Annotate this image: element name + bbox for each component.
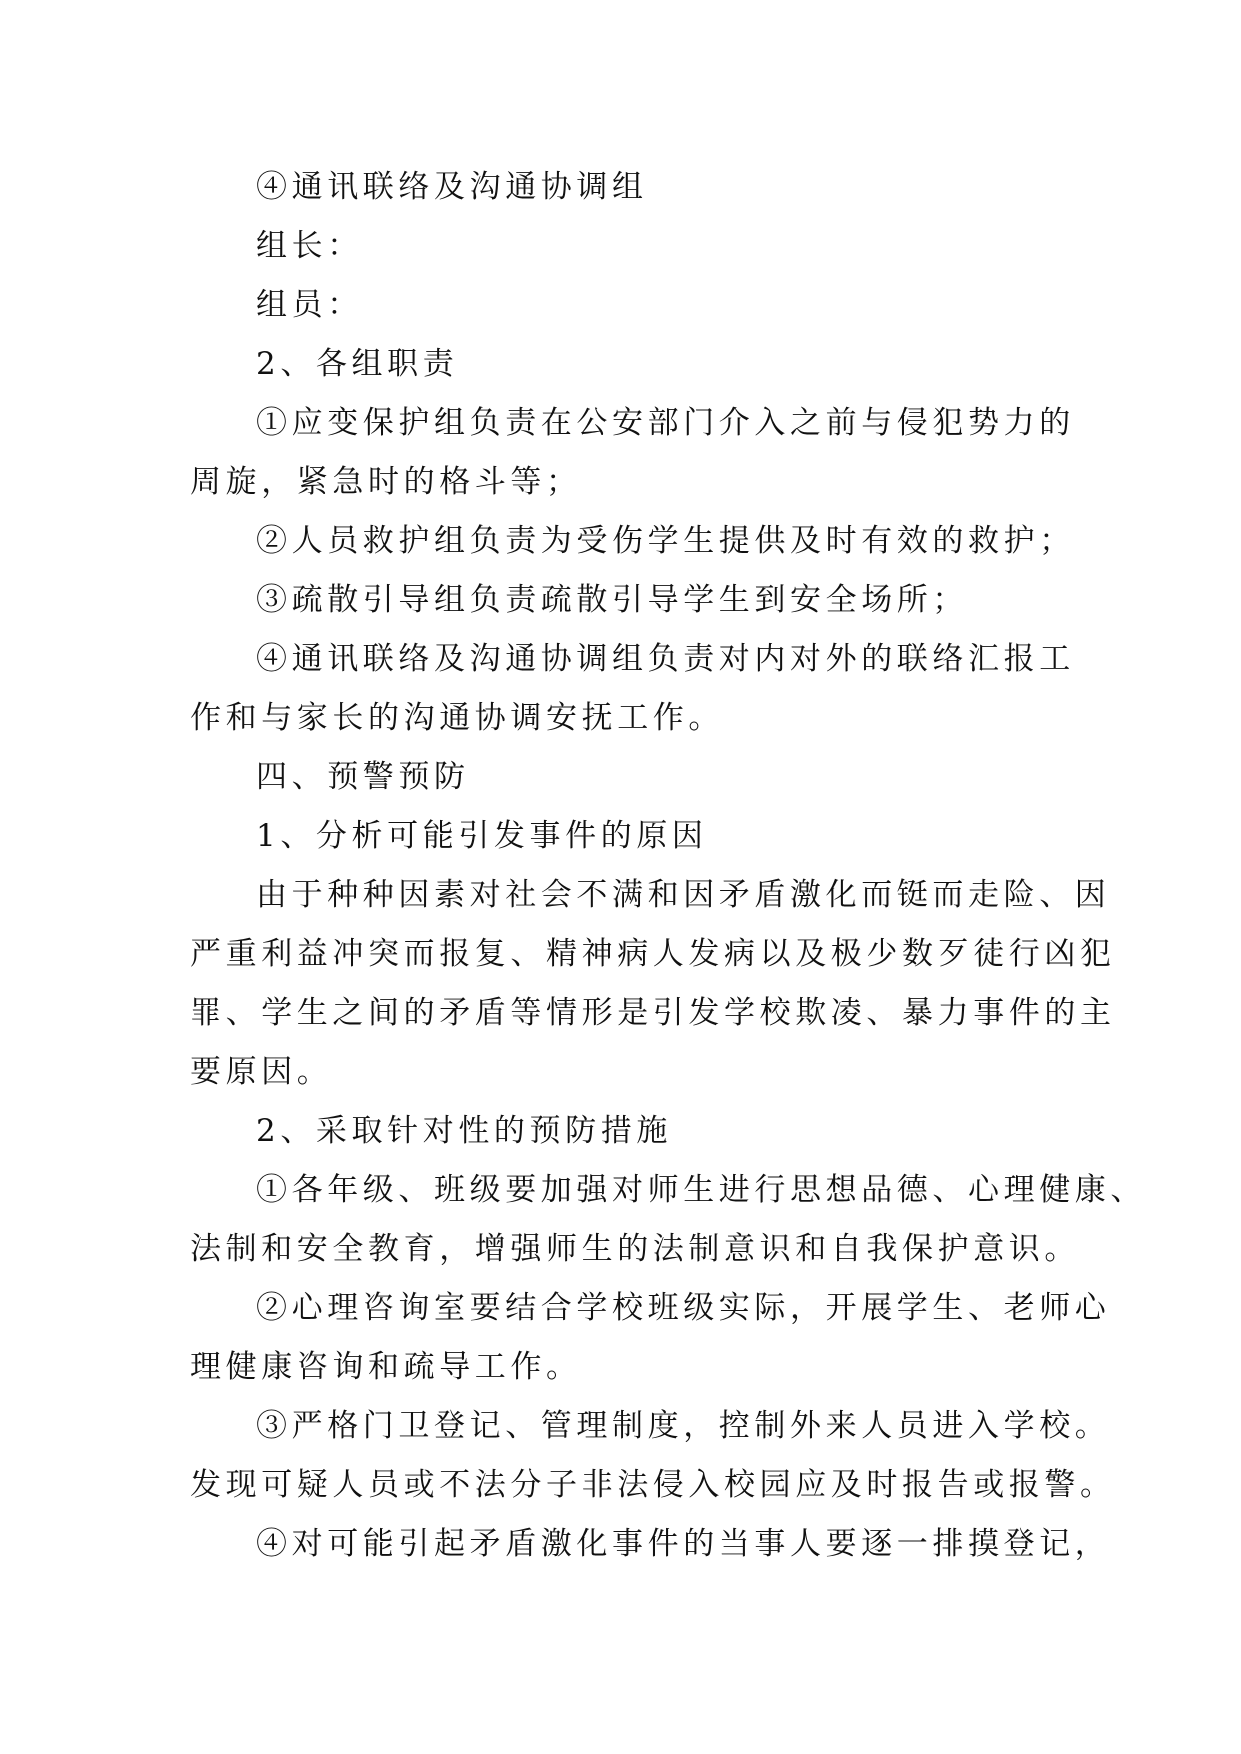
document-body — [190, 158, 1146, 1574]
text-line: 组长： — [256, 228, 363, 264]
section-heading: 2、各组职责 — [256, 346, 459, 382]
text-line: 发现可疑人员或不法分子非法侵入校园应及时报告或报警。 — [190, 1467, 1116, 1503]
text-line: ②心理咨询室要结合学校班级实际，开展学生、老师心 — [256, 1290, 1111, 1326]
text-line: ③严格门卫登记、管理制度，控制外来人员进入学校。 — [256, 1408, 1111, 1444]
text-line: ②人员救护组负责为受伤学生提供及时有效的救护； — [256, 523, 1075, 559]
section-heading: 四、预警预防 — [256, 759, 470, 795]
text-line: 法制和安全教育，增强师生的法制意识和自我保护意识。 — [190, 1231, 1080, 1267]
text-line: 理健康咨询和疏导工作。 — [190, 1349, 582, 1385]
text-line: ①各年级、班级要加强对师生进行思想品德、心理健康、 — [256, 1172, 1146, 1208]
text-line: 作和与家长的沟通协调安抚工作。 — [190, 700, 724, 736]
text-line: ①应变保护组负责在公安部门介入之前与侵犯势力的 — [256, 405, 1075, 441]
section-heading: 2、采取针对性的预防措施 — [256, 1113, 672, 1149]
text-line: 要原因。 — [190, 1054, 333, 1090]
text-line: ④通讯联络及沟通协调组 — [256, 169, 648, 205]
text-line: ③疏散引导组负责疏散引导学生到安全场所； — [256, 582, 968, 618]
text-line: 周旋，紧急时的格斗等； — [190, 464, 582, 500]
section-heading: 1、分析可能引发事件的原因 — [256, 818, 708, 854]
text-line: ④通讯联络及沟通协调组负责对内对外的联络汇报工 — [256, 641, 1075, 677]
text-line: 由于种种因素对社会不满和因矛盾激化而铤而走险、因 — [256, 877, 1111, 913]
text-line: 组员： — [256, 287, 363, 323]
text-line: ④对可能引起矛盾激化事件的当事人要逐一排摸登记， — [256, 1526, 1111, 1562]
text-line: 罪、学生之间的矛盾等情形是引发学校欺凌、暴力事件的主 — [190, 995, 1116, 1031]
text-line: 严重利益冲突而报复、精神病人发病以及极少数歹徒行凶犯 — [190, 936, 1116, 972]
